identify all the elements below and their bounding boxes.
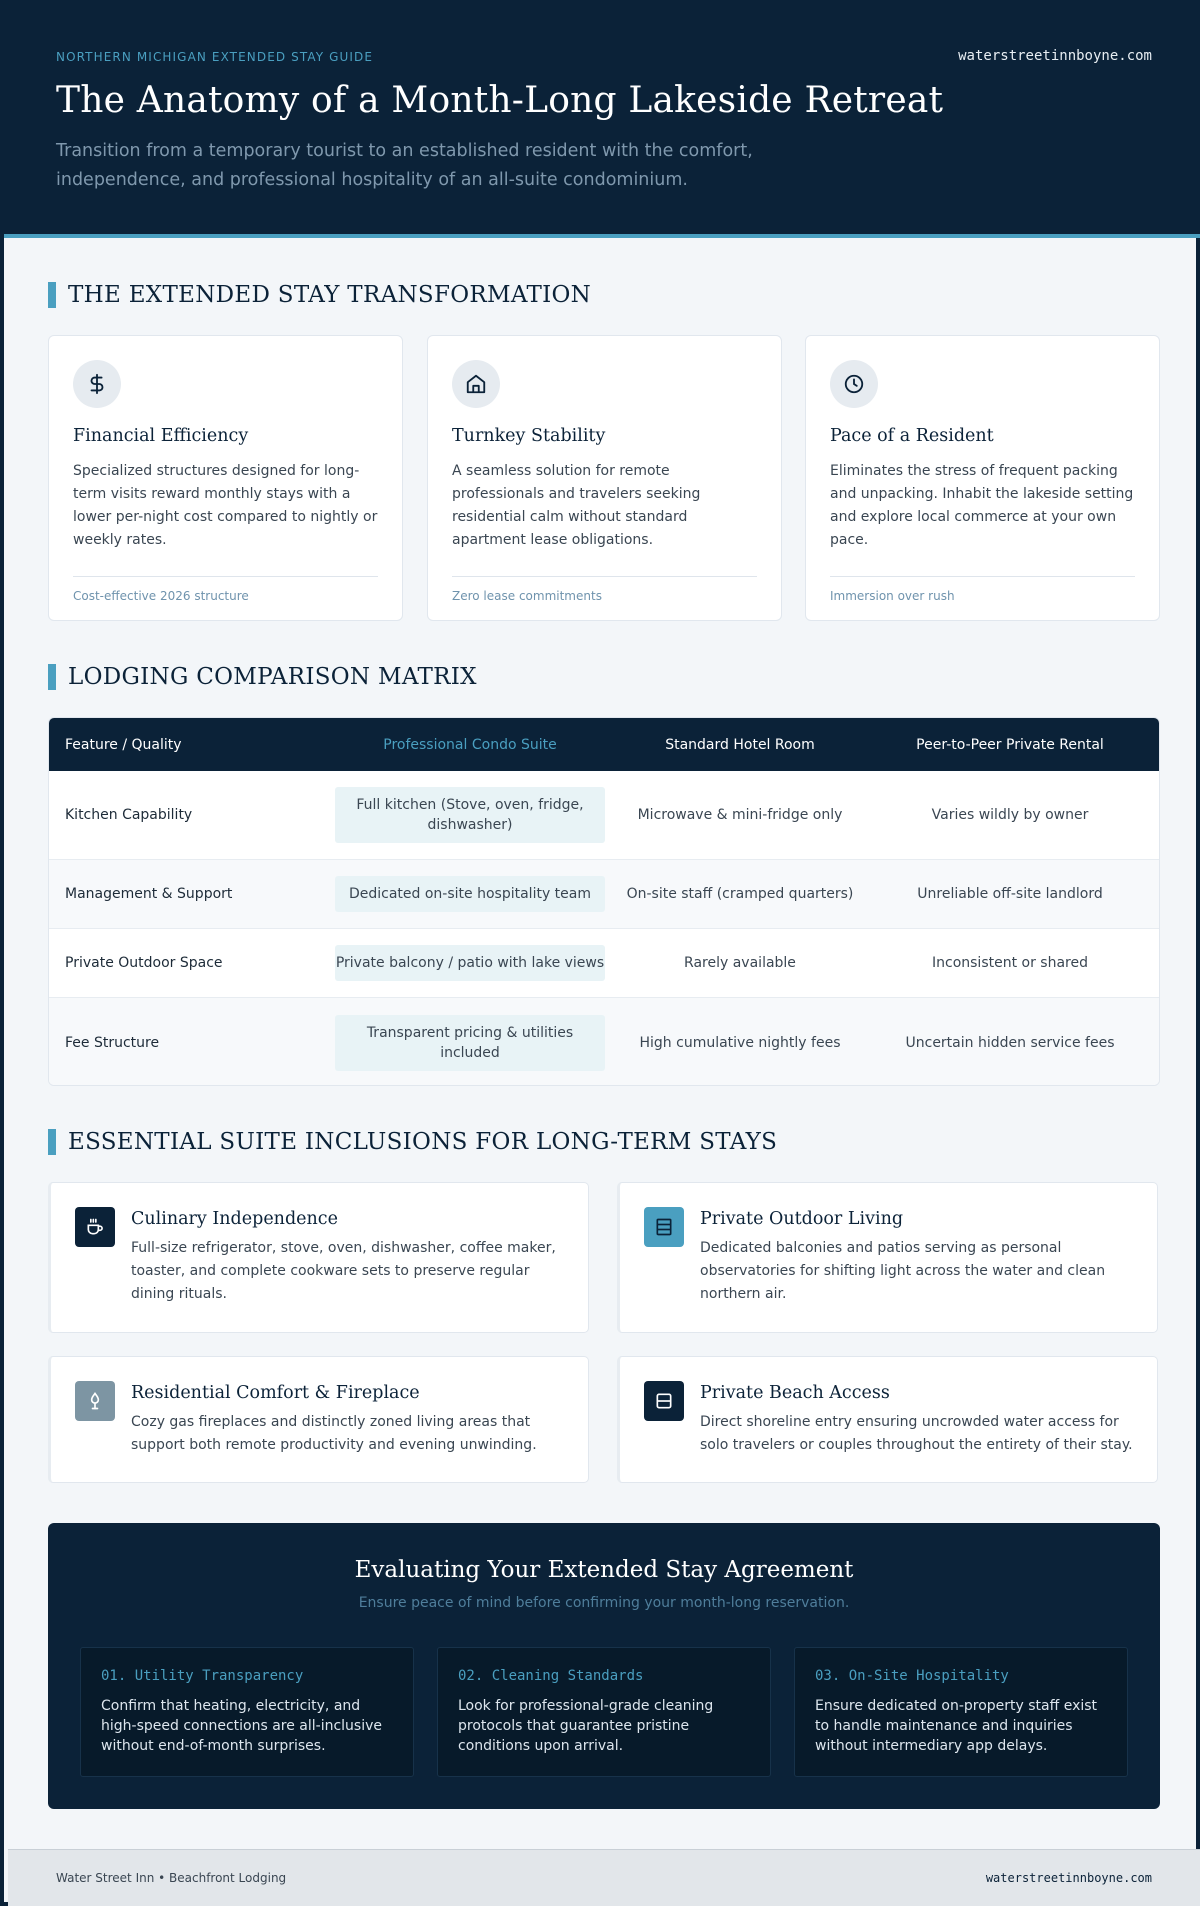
- feature-card-turnkey: [427, 335, 782, 621]
- checklist-item-title: 02. Cleaning Standards: [458, 1668, 644, 1684]
- row-label: Private Outdoor Space: [65, 955, 223, 971]
- highlight-cell-wrap: [335, 998, 605, 1086]
- card-title: Pace of a Resident: [830, 426, 994, 446]
- table-row: [49, 929, 1160, 998]
- card-text: A seamless solution for remote professionals and travelers seeking residential calm without standard apartment lease obligations.: [452, 463, 701, 548]
- highlight-cell-wrap: [335, 860, 605, 928]
- table-cell: High cumulative nightly fees: [639, 1034, 841, 1051]
- table-header-row: [49, 718, 1160, 771]
- inclusion-text: Direct shoreline entry ensuring uncrowded water access for solo travelers or couples throughout the entirety of their stay.: [700, 1414, 1133, 1453]
- site-link-top[interactable]: waterstreetinnboyne.com: [958, 48, 1152, 64]
- highlight-cell: Private balcony / patio with lake views: [335, 945, 605, 981]
- table-row: [49, 860, 1160, 929]
- highlight-cell: Transparent pricing & utilities included: [335, 1015, 605, 1071]
- card-divider: [73, 576, 378, 577]
- card-divider: [452, 576, 757, 577]
- section-accent-bar: [48, 664, 56, 690]
- inclusion-card-fireplace: [48, 1356, 589, 1483]
- checklist-item-text: Look for professional-grade cleaning protocols that guarantee pristine conditions upon arrival.: [458, 1698, 714, 1754]
- table-cell: Inconsistent or shared: [932, 955, 1088, 971]
- eyebrow-label: NORTHERN MICHIGAN EXTENDED STAY GUIDE: [56, 50, 374, 64]
- inclusion-text: Full-size refrigerator, stove, oven, dishwasher, coffee maker, toaster, and complete cookware sets to preserve regular dining rituals.: [131, 1240, 556, 1302]
- inclusion-title: Private Beach Access: [700, 1383, 890, 1403]
- feature-card-resident: [805, 335, 1160, 621]
- table-row: [49, 771, 1160, 860]
- inclusion-title: Private Outdoor Living: [700, 1209, 904, 1229]
- card-footer: Zero lease commitments: [452, 589, 602, 603]
- page-title: The Anatomy of a Month-Long Lakeside Retreat: [56, 80, 944, 121]
- table-cell: On-site staff (cramped quarters): [626, 886, 854, 902]
- card-title: Turnkey Stability: [452, 426, 606, 446]
- row-label: Fee Structure: [65, 1034, 160, 1051]
- section-title: LODGING COMPARISON MATRIX: [68, 664, 477, 690]
- footer-brand: Water Street Inn • Beachfront Lodging: [56, 1871, 287, 1885]
- feature-card-financial: [48, 335, 403, 621]
- hero-header: [4, 4, 1200, 238]
- checklist-item-text: Confirm that heating, electricity, and high-speed connections are all-inclusive without end-of-month surprises.: [101, 1698, 383, 1754]
- section-heading-inclusions: [48, 1129, 777, 1155]
- highlight-cell: Full kitchen (Stove, oven, fridge, dishwasher): [335, 787, 605, 843]
- row-label: Management & Support: [65, 886, 233, 902]
- page-footer: [8, 1849, 1200, 1906]
- checklist-item-text: Ensure dedicated on-property staff exist to handle maintenance and inquiries without intermediary app delays.: [815, 1698, 1098, 1754]
- section-accent-bar: [48, 1129, 56, 1155]
- inclusion-title: Culinary Independence: [131, 1209, 338, 1229]
- table-cell: Rarely available: [684, 955, 796, 971]
- site-link-footer[interactable]: waterstreetinnboyne.com: [985, 1871, 1152, 1885]
- card-divider: [830, 576, 1135, 577]
- section-title: ESSENTIAL SUITE INCLUSIONS FOR LONG-TERM STAYS: [68, 1129, 778, 1155]
- column-header: Peer-to-Peer Private Rental: [916, 736, 1104, 753]
- checklist-item-title: 03. On-Site Hospitality: [815, 1668, 1009, 1684]
- highlight-cell-wrap: [335, 929, 605, 997]
- table-cell: Varies wildly by owner: [931, 807, 1089, 823]
- table-cell: Microwave & mini-fridge only: [637, 807, 843, 823]
- card-text: Eliminates the stress of frequent packing and unpacking. Inhabit the lakeside setting and explore local commerce at your own pace.: [830, 463, 1134, 548]
- comparison-table: [48, 717, 1160, 1086]
- section-heading-matrix: [48, 664, 477, 690]
- highlight-cell-wrap: [335, 771, 605, 859]
- checklist-item: [437, 1647, 771, 1777]
- checklist-item: [794, 1647, 1128, 1777]
- home-icon: [452, 360, 500, 408]
- section-title: THE EXTENDED STAY TRANSFORMATION: [68, 282, 592, 308]
- inclusion-card-outdoor: [617, 1182, 1158, 1333]
- section-accent-bar: [48, 282, 56, 308]
- table-cell: Uncertain hidden service fees: [905, 1034, 1115, 1051]
- column-header-highlight: Professional Condo Suite: [383, 736, 557, 753]
- inclusion-card-culinary: [48, 1182, 589, 1333]
- section-heading-transformation: [48, 282, 591, 308]
- coffee-icon: [75, 1207, 115, 1247]
- clock-icon: [830, 360, 878, 408]
- card-footer: Immersion over rush: [830, 589, 955, 603]
- column-header: Standard Hotel Room: [665, 736, 815, 753]
- highlight-cell: Dedicated on-site hospitality team: [335, 876, 605, 912]
- evaluation-title: Evaluating Your Extended Stay Agreement: [354, 1557, 854, 1583]
- inclusion-title: Residential Comfort & Fireplace: [131, 1383, 420, 1403]
- inclusion-text: Dedicated balconies and patios serving as personal observatories for shifting light across the water and clean northern air.: [700, 1240, 1106, 1302]
- evaluation-panel: [48, 1523, 1160, 1809]
- evaluation-subtitle: Ensure peace of mind before confirming your month-long reservation.: [358, 1595, 850, 1611]
- card-footer: Cost-effective 2026 structure: [73, 589, 249, 603]
- table-row: [49, 998, 1160, 1086]
- checklist-item-title: 01. Utility Transparency: [101, 1668, 304, 1684]
- table-cell: Unreliable off-site landlord: [917, 886, 1103, 902]
- row-label: Kitchen Capability: [65, 807, 193, 823]
- column-header: Feature / Quality: [65, 736, 182, 753]
- beach-icon: [644, 1381, 684, 1421]
- dollar-icon: [73, 360, 121, 408]
- card-text: Specialized structures designed for long-term visits reward monthly stays with a lower per-night cost compared to nightly or weekly rates.: [73, 463, 378, 548]
- inclusion-card-beach: [617, 1356, 1158, 1483]
- card-title: Financial Efficiency: [73, 426, 249, 446]
- inclusion-text: Cozy gas fireplaces and distinctly zoned living areas that support both remote productivity and evening unwinding.: [131, 1414, 537, 1453]
- checklist-item: [80, 1647, 414, 1777]
- balcony-icon: [644, 1207, 684, 1247]
- fireplace-icon: [75, 1381, 115, 1421]
- page-subtitle: Transition from a temporary tourist to an established resident with the comfort, independence, and professional hospitality of an all-suite condominium.: [56, 141, 753, 190]
